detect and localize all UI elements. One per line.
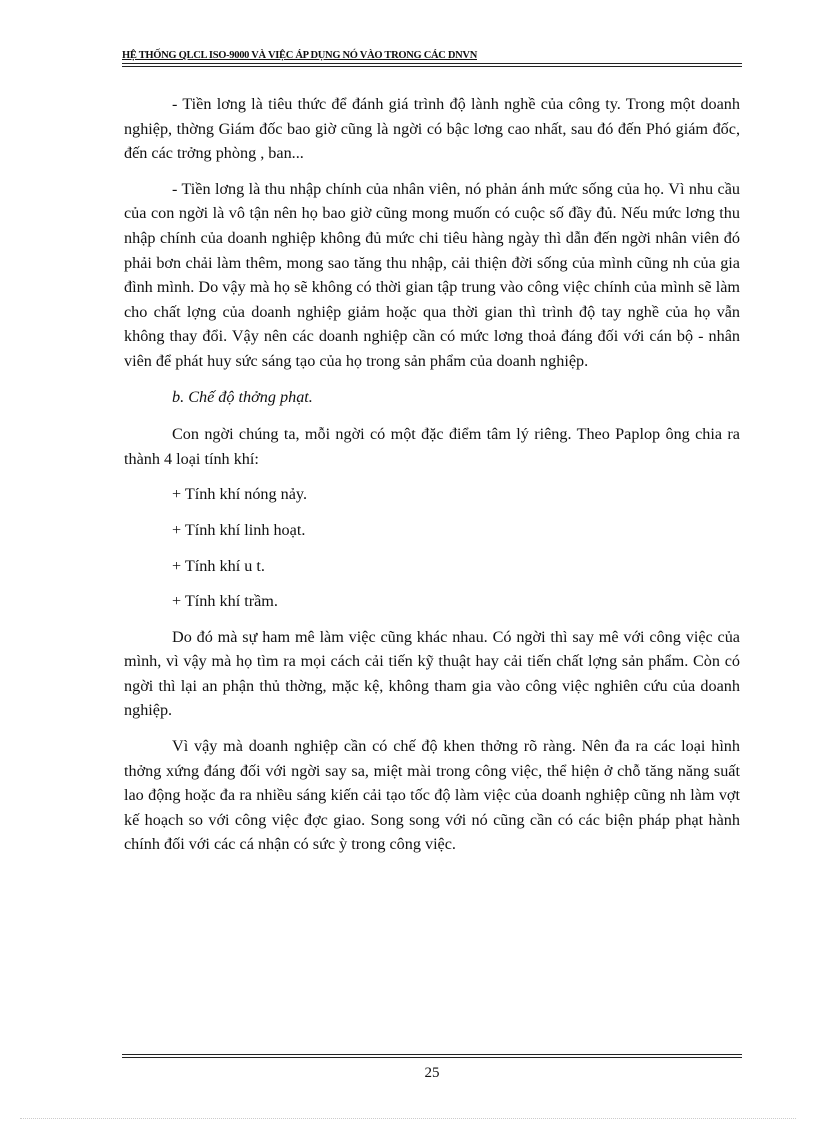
footer-divider (122, 1054, 742, 1055)
list-item: + Tính khí nóng nảy. (172, 485, 308, 504)
page-number: 25 (424, 1065, 440, 1081)
list-item: + Tính khí u t. (172, 556, 265, 575)
paragraph-salary-income: - Tiền lơng là thu nhập chính của nhân viên, nó phản ánh mức sống của họ. Vì nhu cầu của con ngời là vô tận nên họ bao giờ cũng mong muốn có cuộc số đầy đủ. Nếu mức lơng thu nhập chính của doanh nghiệp không đủ mức chi tiêu hàng ngày thì dẫn đến ngời nhân viên đó phải bơn chải làm thêm, mong sao tăng thu nhập, cải thiện đời sống của mình cũng nh của gia đình mình. Do vậy mà họ sẽ không có thời gian tập trung vào công việc chính của mình sẽ làm cho chất lợng của doanh nghiệp giảm hoặc qua thời gian thì trình độ tay nghề của họ vẫn không thay đổi. Vậy nên các doanh nghiệp cần có mức lơng thoả đáng đối với cán bộ - nhân viên để phát huy sức sáng tạo của họ trong sản phẩm của doanh nghiệp. (124, 179, 740, 370)
list-item: + Tính khí trầm. (172, 592, 278, 611)
page-body (124, 92, 740, 868)
paragraph-work-passion: Do đó mà sự ham mê làm việc cũng khác nhau. Có ngời thì say mê với công việc của mình, vì vậy mà họ tìm ra mọi cách cải tiến kỹ thuật hay cải tiến chất lợng sản phẩm. Còn có ngời thì lại an phận thủ thờng, mặc kệ, không tham gia vào công việc nghiên cứu của doanh nghiệp. (124, 627, 740, 720)
paragraph-temperament-intro: Con ngời chúng ta, mỗi ngời có một đặc điểm tâm lý riêng. Theo Paplop ông chia ra thành 4 loại tính khí: (124, 425, 740, 468)
header-divider-double (122, 66, 742, 67)
page-edge-divider (20, 1118, 796, 1119)
paragraph-reward-policy: Vì vậy mà doanh nghiệp cần có chế độ khen thởng rõ ràng. Nên đa ra các loại hình thởng xứng đáng đối với ngời say sa, miệt mài trong công việc, thể hiện ở chỗ tăng năng suất lao động hoặc đa ra nhiều sáng kiến cải tạo tốc độ làm việc của doanh nghiệp cũng nh làm vợt kế hoạch so với công việc đợc giao. Song song với nó cũng cần có các biện pháp phạt hành chính đối với các cá nhận có sức ỳ trong công việc. (124, 737, 740, 854)
running-header: HỆ THỐNG QLCL ISO-9000 VÀ VIỆC ÁP DỤNG NÓ VÀO TRONG CÁC DNVN (122, 50, 477, 61)
section-heading: b. Chế độ thởng phạt. (172, 387, 313, 406)
list-item: + Tính khí linh hoạt. (172, 520, 306, 539)
footer-divider-double (122, 1057, 742, 1058)
paragraph-salary-skill: - Tiền lơng là tiêu thức để đánh giá trình độ lành nghề của công ty. Trong một doanh nghiệp, thờng Giám đốc bao giờ cũng là ngời có bậc lơng cao nhất, sau đó đến Phó giám đốc, đến các trởng phòng , ban... (124, 95, 740, 163)
header-divider (122, 63, 742, 64)
